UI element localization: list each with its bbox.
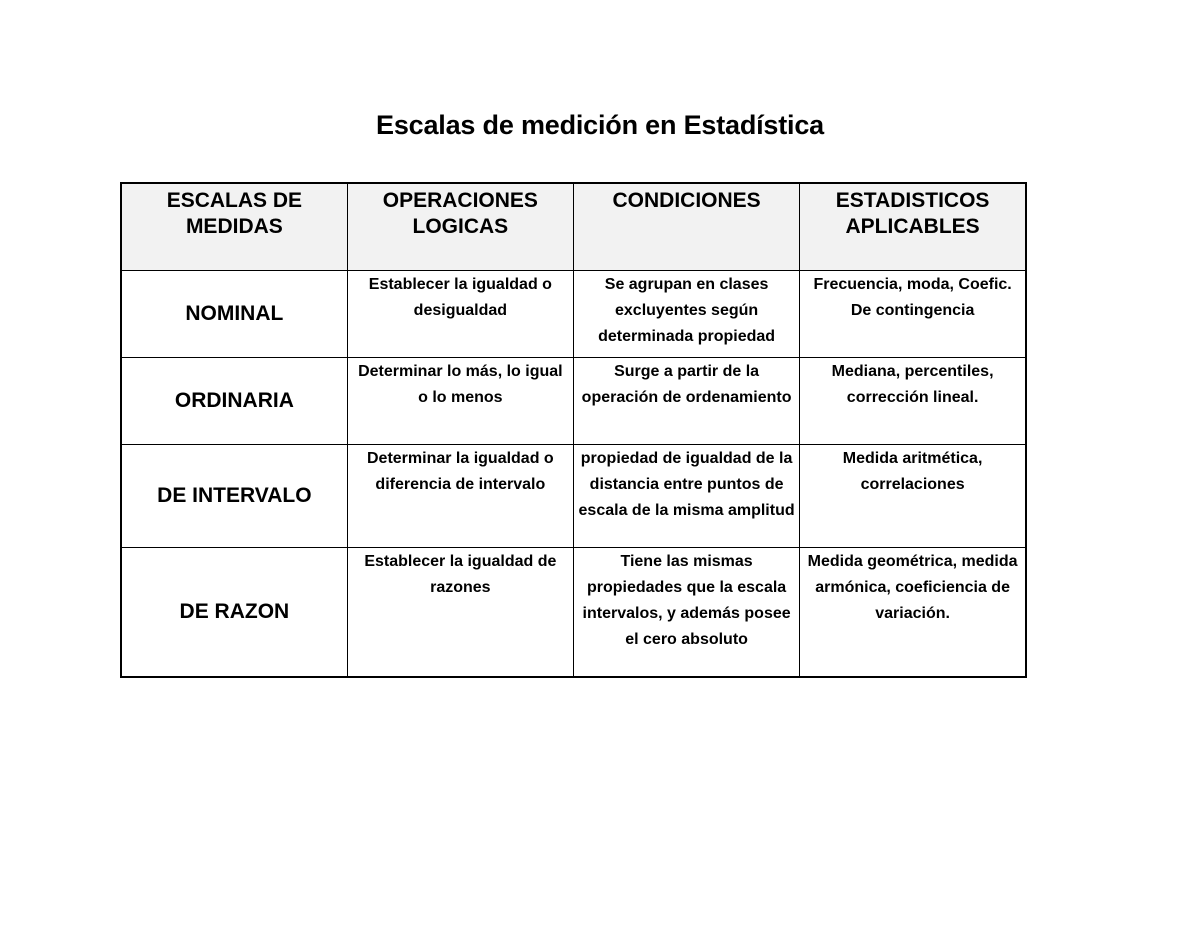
row-estadisticos: Medida geométrica, medida armónica, coeficiencia de variación. [800, 548, 1026, 678]
row-scale-name: DE RAZON [121, 548, 347, 678]
table-row [121, 358, 1026, 445]
table-row [121, 271, 1026, 358]
header-estadisticos: ESTADISTICOS APLICABLES [800, 183, 1026, 271]
scales-table [120, 182, 1027, 678]
row-estadisticos: Frecuencia, moda, Coefic. De contingencia [800, 271, 1026, 358]
table-row [121, 445, 1026, 548]
row-scale-name: ORDINARIA [121, 358, 347, 445]
header-operaciones: OPERACIONES LOGICAS [347, 183, 573, 271]
page-title: Escalas de medición en Estadística [376, 110, 824, 140]
header-condiciones: CONDICIONES [573, 183, 799, 271]
row-condiciones: Tiene las mismas propiedades que la escala intervalos, y además posee el cero absoluto [573, 548, 799, 678]
table-header-row [121, 183, 1026, 271]
row-scale-name: DE INTERVALO [121, 445, 347, 548]
table-row [121, 548, 1026, 678]
row-operaciones: Establecer la igualdad de razones [347, 548, 573, 678]
header-escalas: ESCALAS DE MEDIDAS [121, 183, 347, 271]
row-operaciones: Establecer la igualdad o desigualdad [347, 271, 573, 358]
row-condiciones: Se agrupan en clases excluyentes según determinada propiedad [573, 271, 799, 358]
row-estadisticos: Medida aritmética, correlaciones [800, 445, 1026, 548]
row-operaciones: Determinar la igualdad o diferencia de intervalo [347, 445, 573, 548]
row-scale-name: NOMINAL [121, 271, 347, 358]
row-estadisticos: Mediana, percentiles, corrección lineal. [800, 358, 1026, 445]
row-condiciones: Surge a partir de la operación de ordenamiento [573, 358, 799, 445]
row-operaciones: Determinar lo más, lo igual o lo menos [347, 358, 573, 445]
row-condiciones: propiedad de igualdad de la distancia entre puntos de escala de la misma amplitud [573, 445, 799, 548]
